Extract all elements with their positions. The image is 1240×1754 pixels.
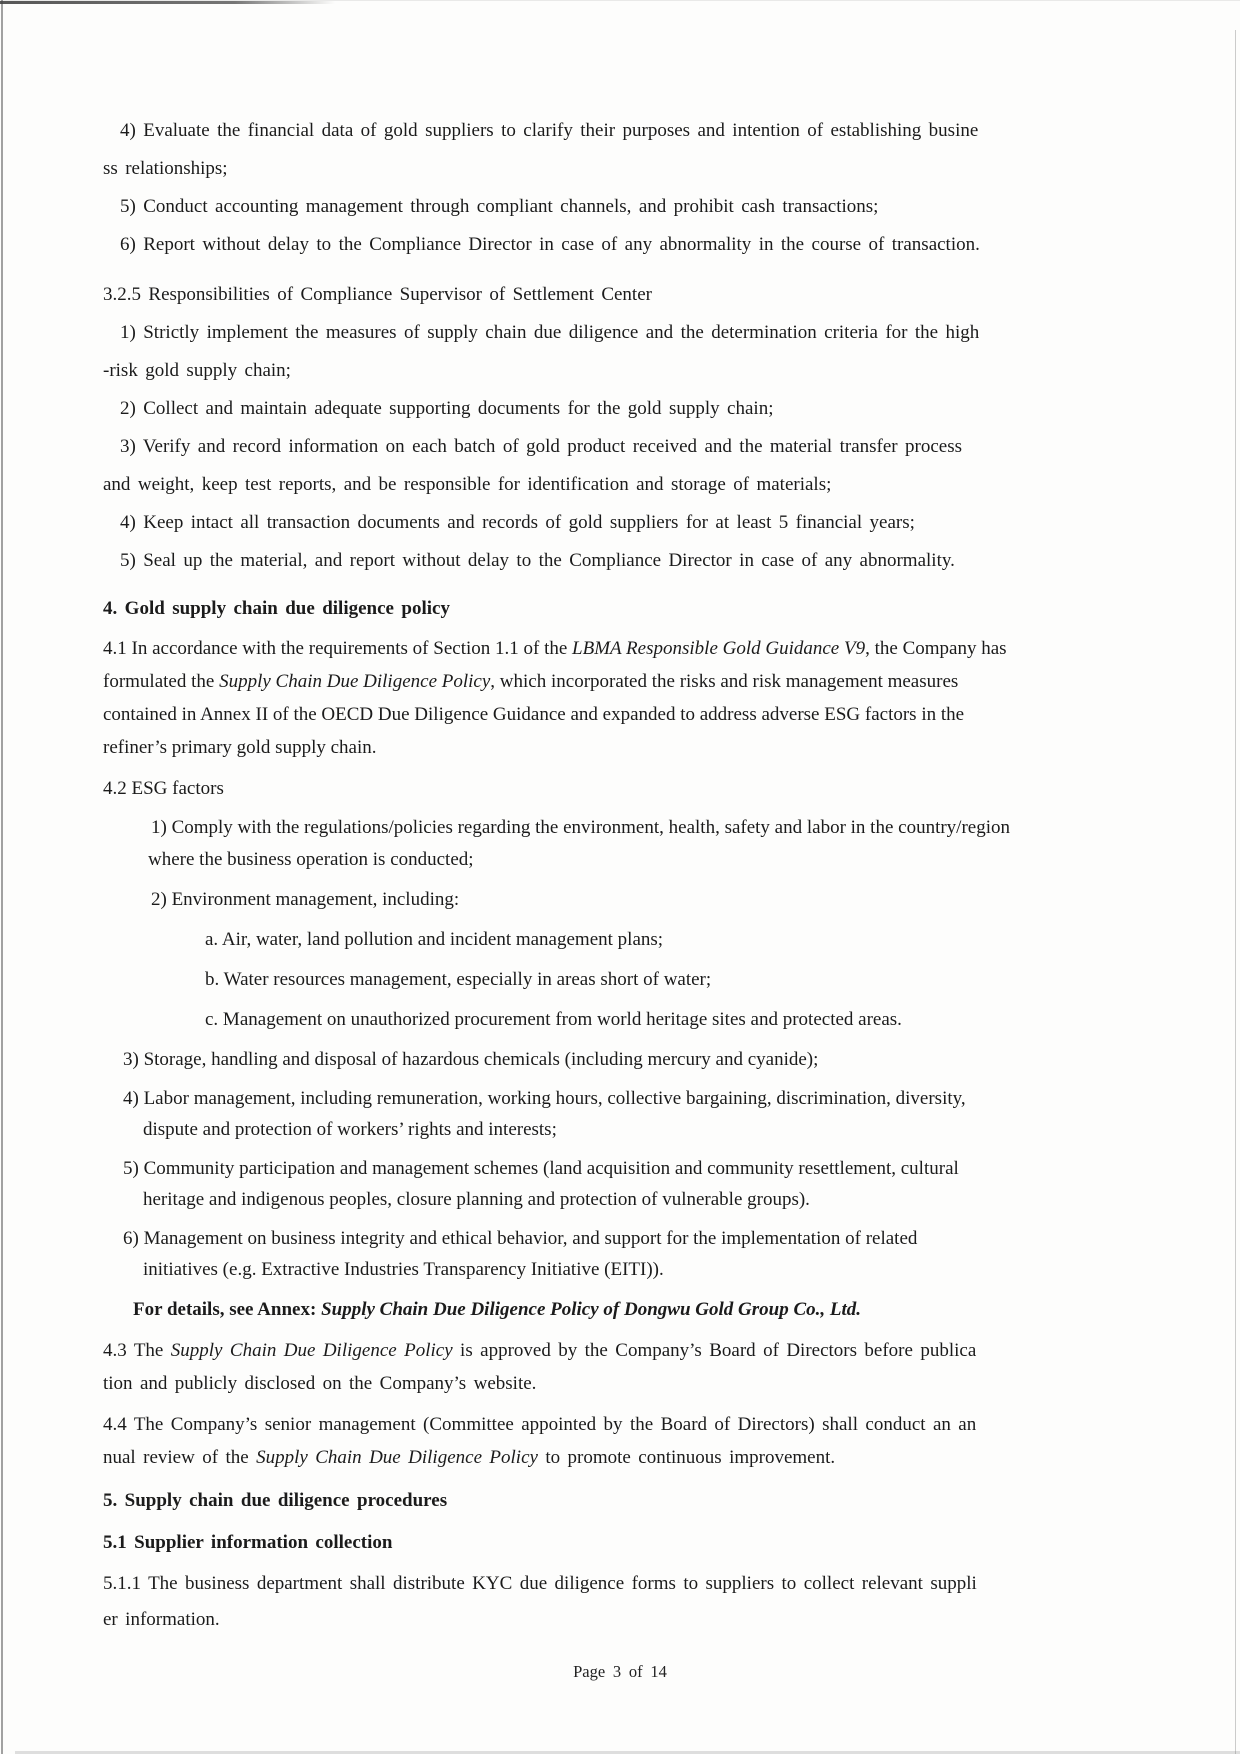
scan-edge-top: [0, 1, 335, 4]
text-line: [103, 1334, 1043, 1367]
text-run: 4.3 The: [103, 1340, 171, 1361]
para-4-4: [103, 1408, 1043, 1474]
text-line: [103, 731, 1043, 764]
heading-4-2: [103, 772, 1043, 805]
text-run: 1) Comply with the regulations/policies regarding the environment, health, safety and labor in the country/region: [151, 817, 1010, 838]
text-line: [103, 1004, 1043, 1036]
text-line: [103, 352, 1043, 390]
text-run: 4.1 In accordance with the requirements of Section 1.1 of the: [103, 638, 573, 659]
text-run: c. Management on unauthorized procurement from world heritage sites and protected areas.: [205, 1009, 902, 1030]
section-3-2-5-items: [103, 314, 1043, 580]
text-line: [103, 188, 1043, 226]
text-run: 5) Conduct accounting management through compliant channels, and prohibit cash transactions;: [120, 196, 879, 217]
text-line: [103, 632, 1043, 665]
text-line: [103, 772, 1043, 805]
text-run: 6) Management on business integrity and ethical behavior, and support for the implementation of related: [123, 1228, 918, 1249]
text-line: [103, 1441, 1043, 1474]
text-run: For details, see Annex:: [133, 1299, 322, 1320]
text-run: er information.: [103, 1609, 220, 1630]
text-line: [103, 1602, 1043, 1638]
text-run: dispute and protection of workers’ rights and interests;: [143, 1119, 557, 1140]
text-run: 5) Seal up the material, and report without delay to the Compliance Director in case of any abnormality.: [120, 550, 955, 571]
text-line: [103, 924, 1043, 956]
text-run: ss relationships;: [103, 158, 228, 179]
esg-item-2a: [103, 924, 1043, 956]
text-run: 4) Evaluate the financial data of gold suppliers to clarify their purposes and intention of establishing busine: [120, 120, 979, 141]
para-4-1: [103, 632, 1043, 764]
text-run: , which incorporated the risks and risk management measures: [490, 671, 959, 692]
text-line: [103, 964, 1043, 996]
text-line: [103, 542, 1043, 580]
document-content: [103, 112, 1043, 1638]
text-line: [103, 314, 1043, 352]
text-line: [103, 1408, 1043, 1441]
text-run: and weight, keep test reports, and be responsible for identification and storage of materials;: [103, 474, 832, 495]
text-line: [103, 665, 1043, 698]
text-line: [103, 1223, 1043, 1254]
text-run: Supply Chain Due Diligence Policy: [219, 671, 491, 692]
text-run: 4.2 ESG factors: [103, 778, 224, 799]
text-run: Supply Chain Due Diligence Policy: [256, 1447, 538, 1468]
text-run: 2) Environment management, including:: [151, 889, 460, 910]
text-run: initiatives (e.g. Extractive Industries Transparency Initiative (EITI)).: [143, 1259, 664, 1280]
text-run: , the Company has: [865, 638, 1007, 659]
heading-3-2-5: [103, 276, 1043, 314]
text-run: 4) Keep intact all transaction documents and records of gold suppliers for at least 5 financial years;: [120, 512, 915, 533]
text-run: LBMA Responsible Gold Guidance V9: [572, 638, 866, 659]
text-line: [103, 1044, 1043, 1075]
para-5-1-1: [103, 1566, 1043, 1638]
text-line: [103, 466, 1043, 504]
text-line: [103, 1566, 1043, 1602]
heading-5: [103, 1484, 1043, 1518]
text-line: [103, 1114, 1043, 1145]
text-line: [103, 428, 1043, 466]
text-line: [103, 1184, 1043, 1215]
text-run: tion and publicly disclosed on the Company’s website.: [103, 1373, 537, 1394]
text-run: is approved by the Company’s Board of Directors before publica: [452, 1340, 977, 1361]
esg-item-6: [103, 1223, 1043, 1285]
text-line: [103, 1367, 1043, 1400]
esg-item-2: [103, 884, 1043, 916]
heading-4: [103, 592, 1043, 626]
text-run: where the business operation is conducted;: [148, 849, 474, 870]
text-line: [103, 1153, 1043, 1184]
esg-item-5: [103, 1153, 1043, 1215]
section-3-items: [103, 112, 1043, 264]
scan-edge-left: [1, 0, 3, 1754]
esg-item-2b: [103, 964, 1043, 996]
page-footer: [0, 1662, 1240, 1682]
text-line: [103, 884, 1043, 916]
text-run: refiner’s primary gold supply chain.: [103, 737, 377, 758]
text-line: [103, 1083, 1043, 1114]
text-run: 4.4 The Company’s senior management (Committee appointed by the Board of Directors) shall conduct an an: [103, 1414, 977, 1435]
text-run: nual review of the: [103, 1447, 257, 1468]
text-line: [103, 592, 1043, 626]
text-run: contained in Annex II of the OECD Due Diligence Guidance and expanded to address adverse ESG factors in the: [103, 704, 965, 725]
text-run: 3.2.5 Responsibilities of Compliance Supervisor of Settlement Center: [103, 284, 652, 305]
para-4-3: [103, 1334, 1043, 1400]
text-run: 5) Community participation and management schemes (land acquisition and community resettlement, cultural: [123, 1158, 959, 1179]
text-run: Supply Chain Due Diligence Policy of Dongwu Gold Group Co., Ltd.: [321, 1299, 862, 1320]
text-run: 1) Strictly implement the measures of supply chain due diligence and the determination criteria for the high: [120, 322, 980, 343]
text-line: [103, 276, 1043, 314]
para-for-details: [103, 1294, 1043, 1326]
text-run: 2) Collect and maintain adequate supporting documents for the gold supply chain;: [120, 398, 774, 419]
text-line: [103, 150, 1043, 188]
text-run: b. Water resources management, especially in areas short of water;: [205, 969, 712, 990]
esg-item-1: [103, 812, 1043, 876]
text-run: to promote continuous improvement.: [537, 1447, 836, 1468]
text-line: [103, 844, 1043, 876]
text-run: 4) Labor management, including remuneration, working hours, collective bargaining, discrimination, diversity,: [123, 1088, 966, 1109]
text-run: a. Air, water, land pollution and incident management plans;: [205, 929, 664, 950]
text-line: [103, 698, 1043, 731]
text-run: heritage and indigenous peoples, closure planning and protection of vulnerable groups).: [143, 1189, 810, 1210]
text-run: 3) Verify and record information on each batch of gold product received and the material transfer process: [120, 436, 962, 457]
text-line: [103, 226, 1043, 264]
text-line: [103, 812, 1043, 844]
text-line: [103, 504, 1043, 542]
text-run: 6) Report without delay to the Compliance Director in case of any abnormality in the course of transaction.: [120, 234, 980, 255]
text-line: [103, 112, 1043, 150]
text-run: formulated the: [103, 671, 220, 692]
text-line: [103, 1254, 1043, 1285]
page-number-label: Page 3 of 14: [573, 1662, 667, 1681]
text-run: 4. Gold supply chain due diligence policy: [103, 598, 450, 619]
text-line: [103, 1484, 1043, 1518]
scan-edge-right: [1235, 30, 1236, 1754]
esg-item-3: [103, 1044, 1043, 1075]
esg-item-4: [103, 1083, 1043, 1145]
text-line: [103, 1526, 1043, 1560]
text-line: [103, 1294, 1043, 1326]
text-run: 5. Supply chain due diligence procedures: [103, 1490, 448, 1511]
text-run: 5.1 Supplier information collection: [103, 1532, 393, 1553]
heading-5-1: [103, 1526, 1043, 1560]
esg-item-2c: [103, 1004, 1043, 1036]
text-run: -risk gold supply chain;: [103, 360, 291, 381]
text-line: [103, 390, 1043, 428]
text-run: 3) Storage, handling and disposal of hazardous chemicals (including mercury and cyanide);: [123, 1049, 819, 1070]
text-run: 5.1.1 The business department shall distribute KYC due diligence forms to suppliers to collect relevant suppli: [103, 1573, 977, 1594]
text-run: Supply Chain Due Diligence Policy: [170, 1340, 453, 1361]
